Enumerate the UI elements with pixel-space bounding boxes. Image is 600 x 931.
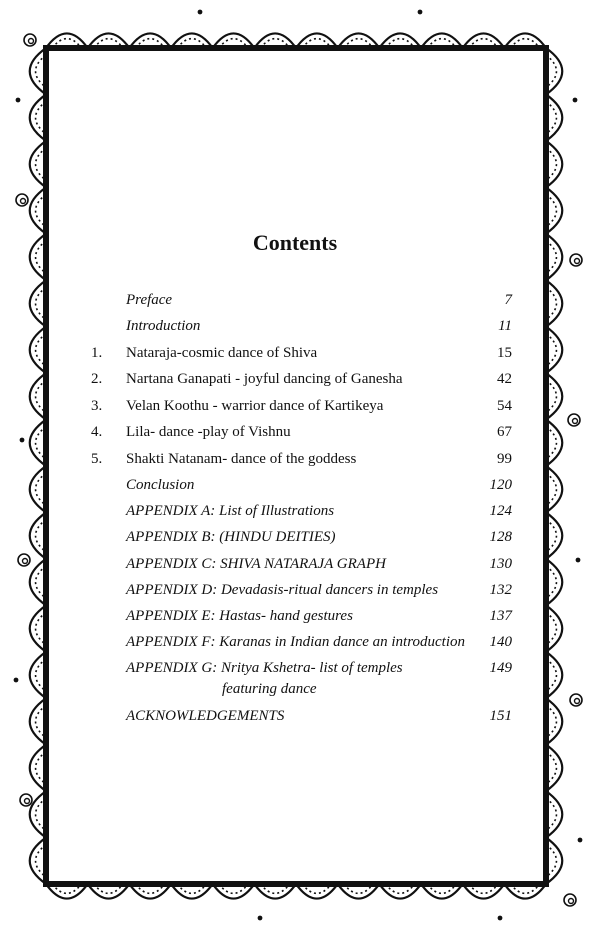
toc-entry-label: Shakti Natanam- dance of the goddess bbox=[126, 451, 357, 467]
toc-entry-page: 128 bbox=[489, 529, 512, 545]
toc-entry-number: 3. bbox=[91, 398, 103, 414]
toc-entry-label: Conclusion bbox=[126, 477, 195, 493]
toc-entry-page: 7 bbox=[504, 292, 512, 308]
toc-entry-label: ACKNOWLEDGEMENTS bbox=[126, 708, 285, 724]
toc-entry-label: APPENDIX F: Karanas in Indian dance an introduction bbox=[126, 634, 465, 650]
toc-entry-page: 99 bbox=[497, 451, 512, 467]
toc-entry-page: 67 bbox=[497, 424, 512, 440]
toc-entry-page: 42 bbox=[497, 371, 512, 387]
toc-entry-label: APPENDIX B: (HINDU DEITIES) bbox=[126, 529, 336, 545]
toc-entry-number: 2. bbox=[91, 371, 103, 387]
toc-entry-label: Introduction bbox=[126, 318, 201, 334]
toc-entry-label: APPENDIX E: Hastas- hand gestures bbox=[126, 608, 353, 624]
toc-entry-page: 11 bbox=[498, 318, 512, 334]
toc-entry-label-continuation: featuring dance bbox=[222, 681, 317, 697]
page-title: Contents bbox=[252, 230, 338, 255]
toc-entry-appendix-g-continuation bbox=[0, 681, 600, 701]
toc-entry-page: 15 bbox=[497, 345, 512, 361]
toc-entry-label: APPENDIX D: Devadasis-ritual dancers in temples bbox=[126, 582, 439, 598]
toc-entry-page: 120 bbox=[489, 477, 512, 493]
toc-entry-number: 1. bbox=[91, 345, 103, 361]
toc-entry-number: 4. bbox=[91, 424, 103, 440]
toc-entry-label: APPENDIX C: SHIVA NATARAJA GRAPH bbox=[126, 556, 386, 572]
toc-entry-label: APPENDIX A: List of Illustrations bbox=[126, 503, 335, 519]
toc-entry-label: Nataraja-cosmic dance of Shiva bbox=[126, 345, 318, 361]
toc-entry-label: Nartana Ganapati - joyful dancing of Ganesha bbox=[126, 371, 403, 387]
toc-entry-page: 151 bbox=[489, 708, 512, 724]
toc-entry-page: 124 bbox=[489, 503, 512, 519]
toc-entry-label: APPENDIX G: Nritya Kshetra- list of temples bbox=[126, 660, 403, 676]
toc-entry-label: Velan Koothu - warrior dance of Kartikeya bbox=[126, 398, 384, 414]
toc-entry-label: Lila- dance -play of Vishnu bbox=[126, 424, 291, 440]
toc-entry-label: Preface bbox=[126, 292, 173, 308]
toc-entry-number: 5. bbox=[91, 451, 103, 467]
toc-entry-page: 132 bbox=[489, 582, 512, 598]
toc-entry-page: 149 bbox=[489, 660, 512, 676]
toc-entry-page: 54 bbox=[497, 398, 512, 414]
toc-entry-page: 137 bbox=[489, 608, 512, 624]
toc-entry-page: 140 bbox=[489, 634, 512, 650]
toc-entry-page: 130 bbox=[489, 556, 512, 572]
